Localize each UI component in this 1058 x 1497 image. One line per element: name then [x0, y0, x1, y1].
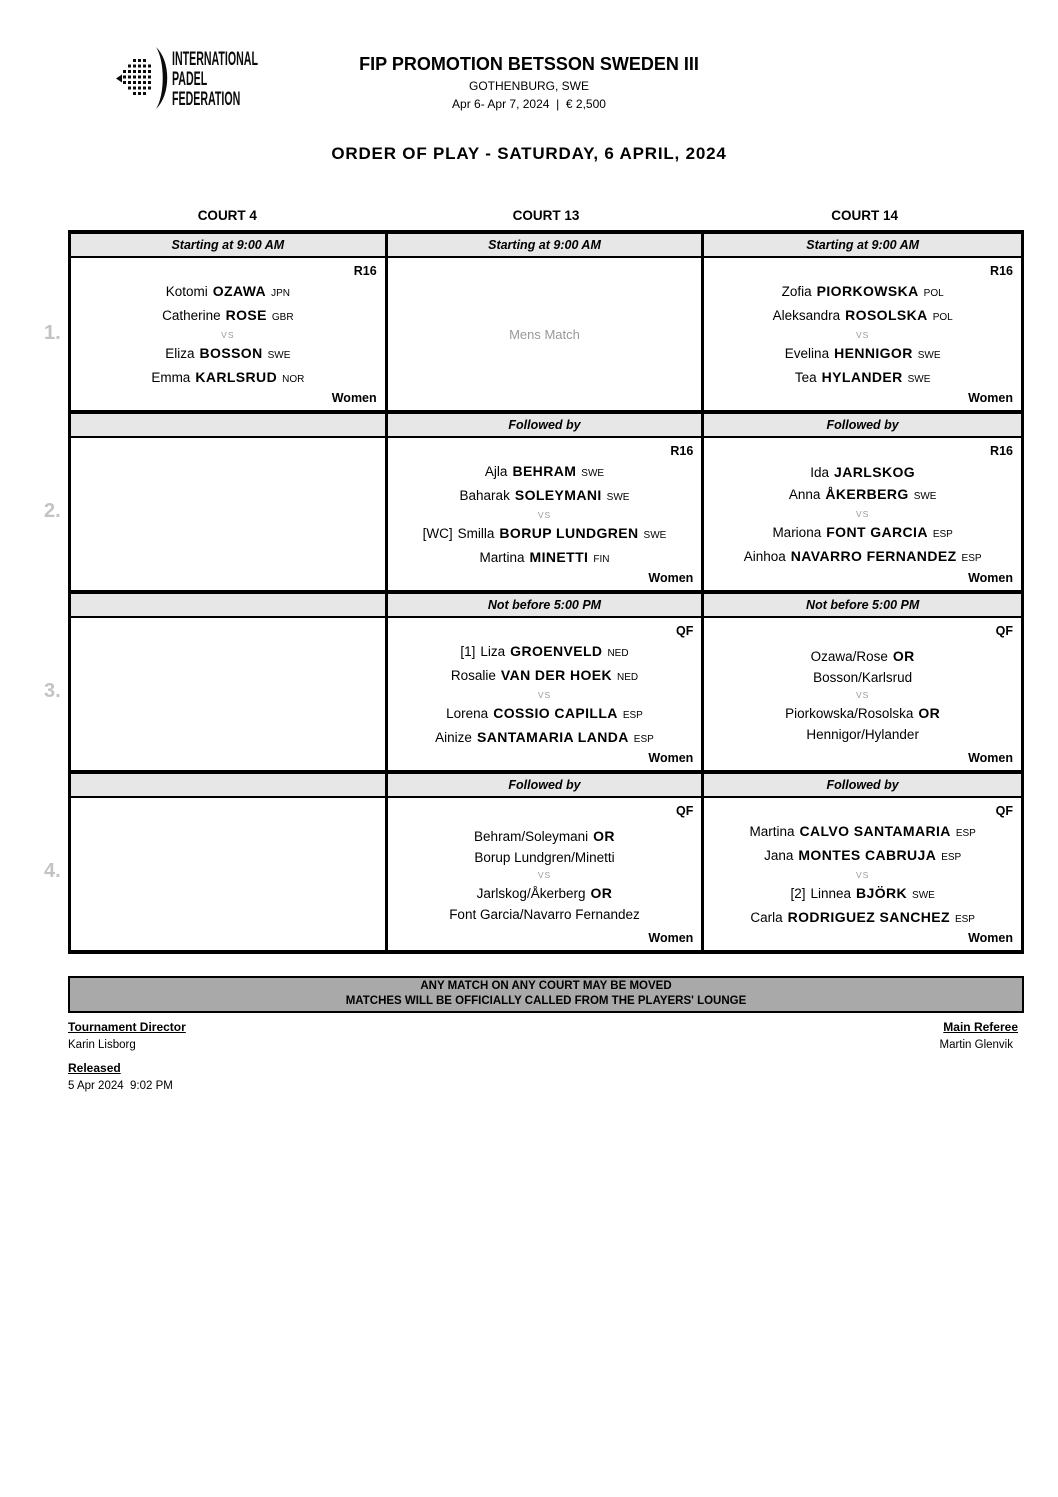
footer-left	[68, 1020, 186, 1102]
first-name: Linnea	[810, 885, 852, 901]
player-line	[451, 667, 638, 686]
first-name: Liza	[480, 643, 506, 659]
round-label: QF	[995, 624, 1013, 638]
team-line	[785, 705, 940, 722]
team-names: Jarlskog/Åkerberg	[476, 885, 586, 901]
first-name: Aleksandra	[772, 307, 841, 323]
match-lines	[71, 258, 385, 410]
match-row-1	[71, 258, 1021, 410]
team-line	[449, 907, 640, 923]
country-code: POL	[932, 311, 953, 323]
notice-banner	[68, 976, 1024, 1013]
round-label: R16	[670, 444, 694, 458]
country-code: POL	[923, 287, 944, 299]
player-line	[166, 283, 290, 302]
schedule-table	[68, 230, 1024, 954]
team-line	[806, 727, 919, 743]
country-code: SWE	[606, 491, 630, 503]
player-line	[423, 525, 667, 544]
team-names: Hennigor/Hylander	[806, 726, 919, 742]
first-name: Carla	[750, 909, 783, 925]
last-name: ÅKERBERG	[825, 485, 909, 502]
player-line	[789, 486, 937, 505]
court-label-4: COURT 4	[197, 208, 257, 223]
country-code: ESP	[622, 709, 643, 721]
match-cell-r4-court14	[704, 798, 1021, 950]
first-name: Ida	[810, 464, 830, 480]
country-code: GBR	[271, 311, 294, 323]
vs-label: VS	[855, 329, 870, 340]
match-cell-r3-court13	[388, 618, 705, 770]
country-code: ESP	[633, 733, 654, 745]
player-line	[151, 369, 304, 388]
first-name: Ainize	[435, 729, 472, 745]
country-code: ESP	[932, 528, 953, 540]
country-code: NED	[607, 647, 629, 659]
player-line	[750, 909, 975, 928]
vs-label: VS	[855, 869, 870, 880]
last-name: NAVARRO FERNANDEZ	[790, 547, 957, 564]
time-band-court4: Starting at 9:00 AM	[71, 234, 388, 256]
last-name: GROENVELD	[510, 642, 603, 659]
match-cell-r2-court14	[704, 438, 1021, 590]
first-name: Zofia	[781, 283, 812, 299]
time-band-court4	[71, 774, 388, 796]
category-label: Women	[648, 751, 694, 765]
last-name: SOLEYMANI	[514, 486, 602, 503]
last-name: MINETTI	[529, 548, 589, 565]
country-code: ESP	[955, 827, 976, 839]
team-names: Ozawa/Rose	[810, 648, 888, 664]
last-name: SANTAMARIA LANDA	[476, 728, 629, 745]
row-number-2: 2.	[44, 500, 61, 522]
last-name: KARLSRUD	[195, 368, 278, 385]
player-line	[435, 729, 654, 748]
time-band-court13: Starting at 9:00 AM	[388, 234, 705, 256]
or-label: OR	[918, 704, 941, 721]
footer-right	[940, 1020, 1019, 1061]
category-label: Women	[968, 571, 1013, 585]
time-band-row-3	[71, 590, 1021, 618]
time-band-court4	[71, 594, 388, 616]
match-lines	[704, 798, 1021, 950]
country-code: SWE	[917, 349, 941, 361]
category-label: Women	[968, 931, 1013, 945]
match-cell-r2-court13	[388, 438, 705, 590]
team-names: Behram/Soleymani	[474, 828, 589, 844]
row-number-3: 3.	[44, 680, 61, 702]
seed-prefix: [1]	[460, 643, 476, 659]
court-label-13: COURT 13	[512, 208, 580, 223]
empty-cell-r4-court4	[71, 798, 388, 950]
first-name: Jana	[764, 847, 794, 863]
released-timestamp: 5 Apr 2024 9:02 PM	[68, 1080, 173, 1092]
match-lines	[388, 618, 702, 770]
first-name: Anna	[788, 486, 821, 502]
country-code: ESP	[954, 913, 975, 925]
first-name: Martina	[749, 823, 795, 839]
last-name: PIORKOWSKA	[816, 282, 919, 299]
last-name: BOSSON	[199, 344, 263, 361]
team-names: Font Garcia/Navarro Fernandez	[449, 906, 640, 922]
match-cell-r1-court14	[704, 258, 1021, 410]
country-code: SWE	[913, 490, 937, 502]
last-name: BORUP LUNDGREN	[499, 524, 639, 541]
team-line	[813, 670, 912, 686]
last-name: BJÖRK	[856, 884, 908, 901]
player-line	[162, 307, 294, 326]
time-band-row-2	[71, 410, 1021, 438]
first-name: Lorena	[446, 705, 489, 721]
time-band-court13: Followed by	[388, 414, 705, 436]
ipf-logo-text-line3: FEDERATION	[172, 88, 241, 110]
time-band-court14: Followed by	[704, 774, 1021, 796]
match-lines	[388, 798, 702, 950]
country-code: SWE	[581, 467, 605, 479]
time-band-court4	[71, 414, 388, 436]
team-line	[474, 850, 614, 866]
first-name: Eliza	[165, 345, 195, 361]
round-label: R16	[353, 264, 377, 278]
notice-line-2: MATCHES WILL BE OFFICIALLY CALLED FROM THE PLAYERS' LOUNGE	[345, 995, 747, 1007]
order-of-play-title: ORDER OF PLAY - SATURDAY, 6 APRIL, 2024	[331, 144, 727, 163]
last-name: JARLSKOG	[834, 463, 916, 480]
notice-line-1: ANY MATCH ON ANY COURT MAY BE MOVED	[420, 980, 672, 992]
vs-label: VS	[537, 869, 552, 880]
released-label: Released	[68, 1061, 121, 1075]
country-code: SWE	[907, 373, 931, 385]
country-code: NOR	[282, 373, 305, 385]
player-line	[749, 823, 975, 842]
category-label: Women	[968, 751, 1013, 765]
or-label: OR	[590, 884, 613, 901]
vs-label: VS	[221, 329, 235, 340]
country-code: JPN	[271, 287, 290, 299]
empty-cell-r3-court4	[71, 618, 388, 770]
last-name: MONTES CABRUJA	[798, 846, 937, 863]
last-name: CALVO SANTAMARIA	[799, 822, 951, 839]
main-referee-label: Main Referee	[943, 1020, 1018, 1034]
tournament-director-label: Tournament Director	[68, 1020, 186, 1034]
time-band-row-1	[71, 230, 1021, 258]
first-name: Baharak	[459, 487, 510, 503]
round-label: QF	[995, 804, 1013, 818]
player-line	[772, 524, 952, 543]
country-code: NED	[617, 671, 639, 683]
team-line	[474, 828, 615, 845]
player-line	[165, 345, 290, 364]
round-label: QF	[675, 624, 694, 638]
match-row-3	[71, 618, 1021, 770]
last-name: BEHRAM	[512, 462, 577, 479]
team-names: Bosson/Karlsrud	[813, 669, 913, 685]
vs-label: VS	[855, 689, 870, 700]
match-cell-r1-court4	[71, 258, 388, 410]
last-name: ROSE	[225, 306, 267, 323]
tournament-location: GOTHENBURG, SWE	[468, 79, 589, 93]
country-code: ESP	[941, 851, 962, 863]
row-number-4: 4.	[44, 860, 61, 882]
player-line	[764, 847, 961, 866]
seed-prefix: [WC]	[422, 525, 453, 541]
court-header-row	[68, 208, 1024, 223]
vs-label: VS	[537, 689, 552, 700]
vs-label: VS	[537, 509, 552, 520]
first-name: Ajla	[484, 463, 508, 479]
match-cell-r4-court13	[388, 798, 705, 950]
category-label: Women	[331, 391, 377, 405]
player-line	[460, 487, 630, 506]
team-names: Piorkowska/Rosolska	[785, 705, 914, 721]
seed-prefix: [2]	[790, 885, 806, 901]
last-name: COSSIO CAPILLA	[493, 704, 618, 721]
team-line	[477, 885, 613, 902]
player-line	[810, 464, 915, 481]
round-label: R16	[990, 444, 1013, 458]
placeholder-text: Mens Match	[509, 326, 580, 342]
first-name: Ainhoa	[743, 548, 786, 564]
player-line	[446, 705, 643, 724]
time-band-row-4	[71, 770, 1021, 798]
first-name: Catherine	[162, 307, 221, 323]
time-band-court13: Followed by	[388, 774, 705, 796]
last-name: FONT GARCIA	[826, 523, 928, 540]
last-name: ROSOLSKA	[845, 306, 928, 323]
team-names: Borup Lundgren/Minetti	[474, 849, 615, 865]
match-row-4	[71, 798, 1021, 950]
time-band-court13: Not before 5:00 PM	[388, 594, 705, 616]
first-name: Emma	[151, 369, 191, 385]
last-name: RODRIGUEZ SANCHEZ	[787, 908, 950, 925]
player-line	[790, 885, 934, 904]
player-line	[460, 643, 628, 662]
last-name: HYLANDER	[821, 368, 903, 385]
category-label: Women	[968, 391, 1013, 405]
first-name: Mariona	[772, 524, 822, 540]
match-row-2	[71, 438, 1021, 590]
country-code: SWE	[267, 349, 291, 361]
first-name: Kotomi	[165, 283, 208, 299]
last-name: HENNIGOR	[834, 344, 913, 361]
player-line	[795, 369, 931, 388]
main-referee-name: Martin Glenvik	[939, 1039, 1013, 1051]
player-line	[744, 548, 982, 567]
first-name: Smilla	[457, 525, 495, 541]
match-lines	[388, 438, 702, 590]
player-line	[785, 345, 941, 364]
country-code: FIN	[593, 553, 610, 565]
empty-cell-r2-court4	[71, 438, 388, 590]
match-cell-r3-court14	[704, 618, 1021, 770]
or-label: OR	[593, 827, 615, 844]
court-label-14: COURT 14	[831, 208, 899, 223]
team-line	[811, 648, 915, 665]
category-label: Women	[648, 571, 694, 585]
tournament-title: FIP PROMOTION BETSSON SWEDEN III	[359, 54, 699, 74]
player-line	[480, 549, 610, 568]
row-number-1: 1.	[44, 322, 61, 344]
tournament-director-name: Karin Lisborg	[68, 1039, 136, 1051]
last-name: OZAWA	[212, 282, 267, 299]
first-name: Rosalie	[450, 667, 496, 683]
country-code: SWE	[912, 889, 935, 901]
player-line	[485, 463, 604, 482]
placeholder-cell-r1-court13	[388, 258, 705, 410]
time-band-court14: Followed by	[704, 414, 1021, 436]
time-band-court14: Starting at 9:00 AM	[704, 234, 1021, 256]
last-name: VAN DER HOEK	[500, 666, 612, 683]
ipf-logo-text-line2: PADEL	[172, 68, 208, 90]
first-name: Evelina	[784, 345, 830, 361]
match-lines	[704, 618, 1021, 770]
player-line	[782, 283, 944, 302]
or-label: OR	[892, 647, 915, 664]
ipf-logo-text-line1: INTERNATIONAL	[172, 48, 258, 70]
first-name: Martina	[479, 549, 525, 565]
time-band-court14: Not before 5:00 PM	[704, 594, 1021, 616]
category-label: Women	[648, 931, 694, 945]
player-line	[773, 307, 953, 326]
round-label: QF	[675, 804, 694, 818]
vs-label: VS	[855, 508, 870, 519]
match-lines	[704, 438, 1021, 590]
match-lines	[704, 258, 1021, 410]
round-label: R16	[990, 264, 1013, 278]
country-code: ESP	[961, 552, 982, 564]
first-name: Tea	[794, 369, 817, 385]
country-code: SWE	[643, 529, 667, 541]
tournament-dates: Apr 6- Apr 7, 2024 | € 2,500	[452, 97, 606, 111]
